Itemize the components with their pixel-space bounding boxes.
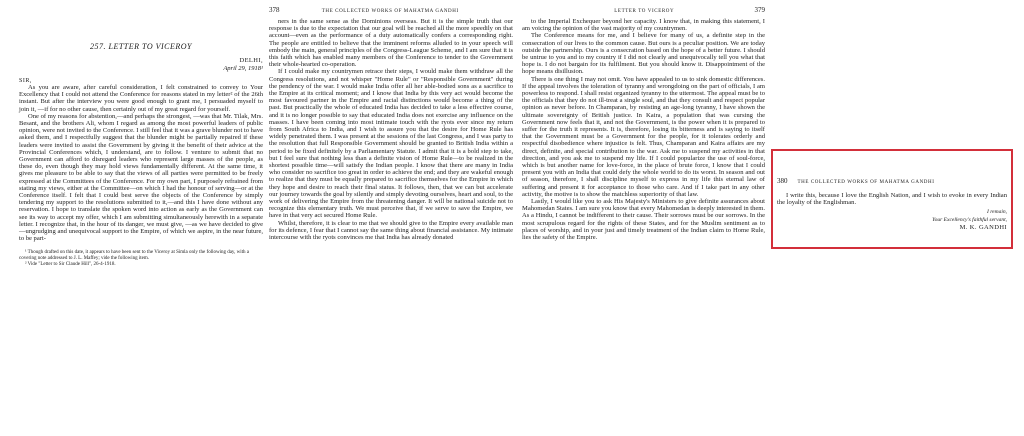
page-379: [522, 6, 765, 241]
running-head: [269, 6, 513, 14]
running-head-title: THE COLLECTED WORKS OF MAHATMA GANDHI: [797, 180, 935, 185]
footnote: ² Vide "Letter to Sir Claude Hill", 26-4-1918.: [25, 262, 116, 268]
running-head: [777, 177, 1007, 185]
place: DELHI,: [239, 57, 263, 64]
paragraph: Lastly, I would like you to ask His Majesty's Ministers to give definite assurances about Mahomedan States. I am sure you know that every Mahomedan is deeply interested in them. As a Hindu, I cannot be indifferent to their cause. Their sorrows must be our sorrows. In the most scrupulous regard for the rights of these States, and for the Muslim sentiment as to places of worship, and in your just and timely treatment of the Indian claim to Home Rule, lies the safety of the Empire.: [522, 198, 765, 242]
running-head-title: LETTER TO VICEROY: [614, 9, 675, 14]
paragraph: There is one thing I may not omit. You have appealed to us to sink domestic differences. If the appeal involves the toleration of tyranny and wrongdoing on the part of officials, I am powerless to respond. I shall resist organized tyranny to the uttermost. The appeal must be to the officials that they do not ill-treat a single soul, and that they consult and respect popular opinion as never before. In Champaran, by resisting an age-long tyranny, I have shown the ultimate sovereignty of British justice. In Kaira, a population that was cursing the Government now feels that it, and not the Government, is the power when it is prepared to suffer for the truth it represents. It is, therefore, losing its bitterness and is saying to itself that the Government must be a Government for the people, for it tolerates orderly and respectful disobedience where injustice is felt. Thus, Champaran and Kaira affairs are my direct, definite, and special contribution to the war. Ask me to suspend my activities in that direction, and you ask me to suspend my life. If I could popularize the use of soul-force, which is but another name for love-force, in the place of brute force, I know that I could present you with an India that could defy the whole world to do its worst. In season and out of season, therefore, I shall discipline myself to express in my life this eternal law of suffering and present it for acceptance to those who care. And if I take part in any other activity, the motive is to show the matchless superiority of that law.: [522, 75, 765, 198]
paragraph: I write this, because I love the English Nation, and I wish to evoke in every Indian the loyalty of the Englishman.: [777, 192, 1007, 207]
paragraph: Whilst, therefore, it is clear to me that we should give to the Empire every available man for its defence, I fear that I cannot say the same thing about financial assistance. My intimate intercourse with the ryots convinces me that India has already donated: [269, 219, 513, 242]
body-text: [522, 18, 765, 241]
dateline: [19, 57, 263, 73]
page-380: [773, 151, 1011, 231]
page-378: [269, 6, 513, 241]
paragraph: to the Imperial Exchequer beyond her capacity. I know that, in making this statement, I am voicing the opinion of the vast majority of my countrymen.: [522, 18, 765, 33]
page-377: [19, 0, 263, 268]
closing: [777, 208, 1007, 224]
closing-servant: Your Excellency's faithful servant,: [932, 217, 1007, 224]
signature: M. K. GANDHI: [959, 224, 1007, 232]
body-text: [269, 18, 513, 241]
page-number: 379: [754, 6, 765, 14]
paragraph: The Conference means for me, and I believe for many of us, a definite step in the consecration of our lives to the common cause. But ours is a peculiar position. We are today outside the partnership. Ours is a consecration based on the hope of a better future. I should be untrue to you and to my country if I did not clearly and unequivocally tell you what that hope is. I do not bargain for its fulfilment. But you should know it. Disappointment of the hope means disillusion.: [522, 32, 765, 76]
highlight-box: [771, 149, 1013, 249]
footnote: ¹ Though drafted on this date, it appears to have been sent to the Viceroy at Simla only the following day, with a covering note addressed to J. L. Maffey; vide the following item.: [19, 250, 249, 262]
body-text: [777, 192, 1007, 206]
paragraph: As you are aware, after careful consideration, I felt constrained to convey to Your Excellency that I could not attend the Conference for reasons stated in my letter² of the 26th instant. But after the interview you were good enough to grant me, I persuaded myself to join it, —if for no other cause, then certainly out of my great regard for yourself.: [19, 84, 263, 113]
letter-title: 257. LETTER TO VICEROY: [90, 42, 192, 51]
page-number: 378: [269, 6, 280, 14]
footnotes: [19, 250, 263, 268]
paragraph: ners in the same sense as the Dominions overseas. But it is the simple truth that our response is due to the expectation that our goal will be reached all the more speedily on that account—even as the performance of a duty automatically confers a corresponding right. The people are entitled to believe that the imminent reforms alluded to in your speech will embody the main, general principles of the Congress-League Scheme, and I am sure that it is this faith which has enabled many members of the Conference to tender to the Government their whole-hearted co-operation.: [269, 18, 513, 69]
paragraph: If I could make my countrymen retrace their steps, I would make them withdraw all the Congress resolutions, and not whisper "Home Rule" or "Responsible Government" during the pendency of the war. I would make India offer all her able-bodied sons as a sacrifice to the Empire at its critical moment; and I know that India by this very act would become the most favoured partner in the Empire and racial distinctions would become a thing of the past. But practically the whole of educated India has decided to take a less effective course, and it is no longer possible to say that educated India does not exercise any influence on the masses. I have been coming into most intimate touch with the ryots ever since my return from South Africa to India, and I wish to assure you that the desire for Home Rule has widely penetrated them. I was present at the sessions of the last Congress, and I was party to the resolution that full Responsible Government should be granted to British India within a period to be fixed definitely by a Parliamentary Statute. I admit that it is a bold step to take, but I feel sure that nothing less than a definite vision of Home Rule—to be realized in the shortest possible time—will satisfy the Indian people. I know that there are many in India who consider no sacrifice too great in order to achieve the end; and they are wakeful enough to realize that they must be equally prepared to sacrifice themselves for the Empire in which they hope and desire to reach their final status. It follows, then, that we can but accelerate our journey towards the goal by silently and simply devoting ourselves, heart and soul, to the work of delivering the Empire from the threatening danger. It will be national suicide not to recognize this elementary truth. We must perceive that, if we serve to save the Empire, we have in that very act secured Home Rule.: [269, 68, 513, 220]
closing-remain: I remain,: [987, 209, 1007, 216]
running-head: [522, 6, 765, 14]
paragraph: One of my reasons for abstention,—and perhaps the strongest, —was that Mr. Tilak, Mrs. Besant, and the brothers Ali, whom I regard as among the most powerful leaders of public opinion, were not invited to the Conference. I still feel that it was a grave blunder not to have asked them, and I respectfully suggest that the blunder might be partially repaired if these leaders were invited to assist the Government by giving it the benefit of their advice at the Provincial Conferences which, I understand, are to follow. I venture to submit that no Government can afford to disregard leaders who represent large masses of the people, as these do, even though they may hold views fundamentally different. At the same time, it gives me pleasure to be able to say that the views of all parties were permitted to be freely expressed at the Committees of the Conference. For my own part, I purposely refrained from stating my views, either at the Committee—on which I had the honour of serving—or at the Conference itself. I felt that I could best serve the objects of the Conference by simply tendering my support to the resolutions submitted to it,—and this I have done without any reservation. I hope to translate the spoken word into action as early as the Government can see its way to accept my offer, which I am submitting simultaneously herewith in a separate letter. I recognize that, in the hour of its danger, we must give, —as we have decided to give—ungrudging and unequivocal support to the Empire, of which we aspire, in the near future, to be part-: [19, 112, 263, 243]
page-number: 380: [777, 177, 788, 185]
body-text: [19, 84, 263, 242]
salutation: SIR,: [19, 78, 32, 84]
running-head-title: THE COLLECTED WORKS OF MAHATMA GANDHI: [321, 9, 459, 14]
date: April 29, 1918¹: [223, 65, 263, 72]
